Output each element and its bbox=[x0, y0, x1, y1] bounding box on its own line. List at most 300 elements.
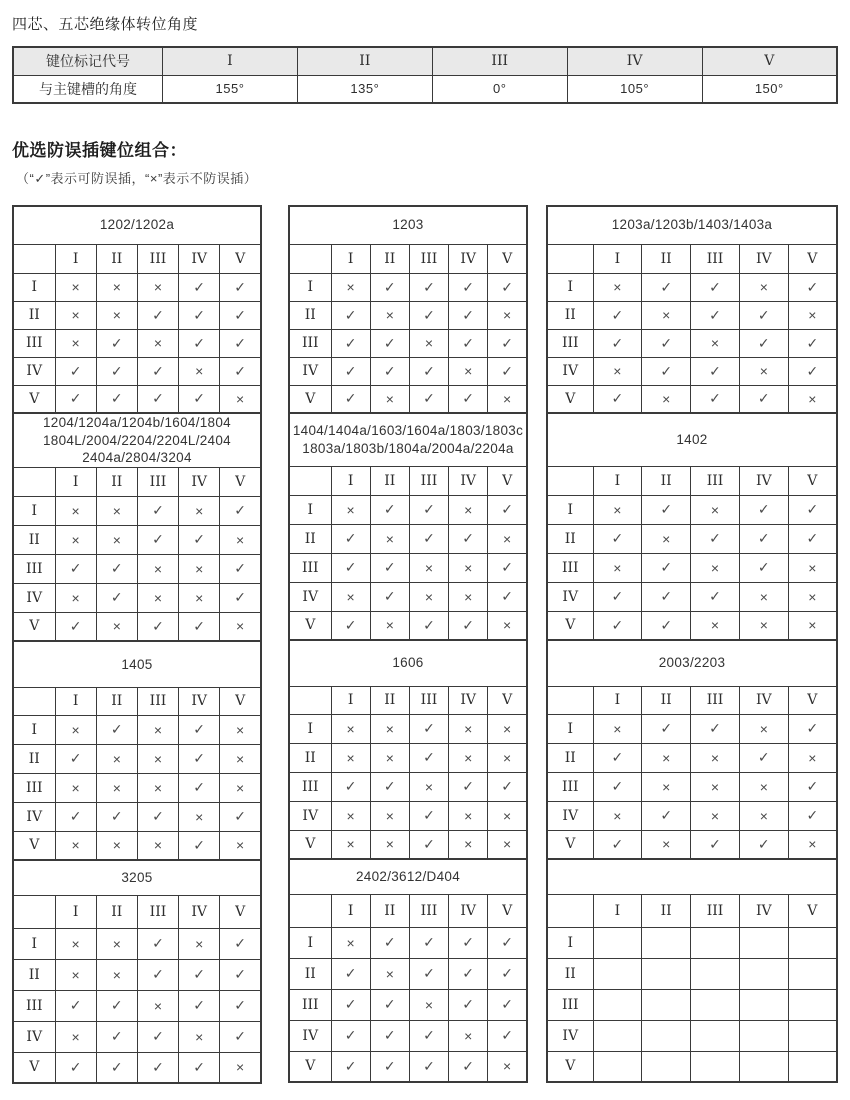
matrix-row-header: V bbox=[13, 1052, 55, 1083]
matrix-table-title bbox=[13, 206, 261, 244]
cross-cell: × bbox=[96, 928, 137, 959]
check-cell: ✓ bbox=[96, 1021, 137, 1052]
matrix-table-title-line: 1803a/1803b/1804a/2004a/2204a bbox=[302, 440, 514, 456]
cross-cell: × bbox=[96, 831, 137, 860]
matrix-col-header: II bbox=[96, 895, 137, 928]
matrix-col-header: IV bbox=[179, 687, 220, 715]
cross-cell: × bbox=[96, 959, 137, 990]
check-cell: ✓ bbox=[179, 273, 220, 301]
matrix-row-header: V bbox=[289, 830, 331, 859]
check-cell: ✓ bbox=[593, 772, 642, 801]
matrix-col-header: I bbox=[55, 244, 96, 273]
matrix-col-header: III bbox=[409, 466, 448, 495]
matrix-table-title bbox=[13, 641, 261, 687]
cross-cell: × bbox=[179, 554, 220, 583]
matrix-col-header: II bbox=[370, 894, 409, 927]
matrix-row-header: II bbox=[289, 743, 331, 772]
matrix-col-header: IV bbox=[739, 466, 788, 495]
check-cell: ✓ bbox=[370, 1051, 409, 1082]
matrix-table-title-line: 1804L/2004/2204/2204L/2404 bbox=[43, 432, 231, 448]
check-cell: ✓ bbox=[220, 990, 261, 1021]
matrix-row bbox=[289, 582, 527, 611]
check-cell: ✓ bbox=[96, 385, 137, 413]
cross-cell: × bbox=[220, 773, 261, 802]
cross-cell: × bbox=[96, 744, 137, 773]
check-cell: ✓ bbox=[488, 989, 527, 1020]
matrix-table-title-line: 1203 bbox=[392, 217, 424, 233]
empty-cell bbox=[642, 1051, 691, 1082]
angle-value-5: 150° bbox=[702, 75, 837, 103]
check-cell: ✓ bbox=[220, 357, 261, 385]
cross-cell: × bbox=[55, 773, 96, 802]
matrix-table-title-line: 2402/3612/D404 bbox=[355, 868, 461, 884]
matrix-row bbox=[13, 273, 261, 301]
check-cell: ✓ bbox=[788, 329, 837, 357]
cross-cell: × bbox=[488, 1051, 527, 1082]
matrix-col-header: IV bbox=[449, 686, 488, 714]
matrix-row-header: II bbox=[289, 958, 331, 989]
cross-cell: × bbox=[449, 801, 488, 830]
matrix-row bbox=[547, 743, 837, 772]
matrix-row-header: I bbox=[547, 495, 593, 524]
matrix-table-1203 bbox=[288, 205, 528, 414]
check-cell: ✓ bbox=[691, 357, 740, 385]
cross-cell: × bbox=[55, 583, 96, 612]
check-cell: ✓ bbox=[449, 385, 488, 413]
matrix-table-title bbox=[547, 859, 837, 894]
matrix-row-header: III bbox=[547, 989, 593, 1020]
empty-cell bbox=[691, 989, 740, 1020]
matrix-col-header: V bbox=[488, 686, 527, 714]
matrix-corner-cell bbox=[289, 244, 331, 273]
matrix-row bbox=[547, 989, 837, 1020]
check-cell: ✓ bbox=[593, 611, 642, 640]
angle-table-header-row bbox=[13, 47, 837, 75]
empty-cell bbox=[593, 989, 642, 1020]
check-cell: ✓ bbox=[55, 990, 96, 1021]
matrix-row-header: I bbox=[289, 273, 331, 301]
matrix-row bbox=[289, 801, 527, 830]
matrix-row bbox=[547, 301, 837, 329]
matrix-row bbox=[13, 744, 261, 773]
matrix-table-1404/1404a/1603/1604a/1803/1803c bbox=[288, 412, 528, 641]
matrix-row bbox=[289, 989, 527, 1020]
empty-cell bbox=[642, 989, 691, 1020]
cross-cell: × bbox=[179, 496, 220, 525]
cross-cell: × bbox=[331, 495, 370, 524]
check-cell: ✓ bbox=[96, 357, 137, 385]
check-cell: ✓ bbox=[593, 582, 642, 611]
matrix-table-title bbox=[289, 859, 527, 894]
cross-cell: × bbox=[55, 329, 96, 357]
check-cell: ✓ bbox=[691, 385, 740, 413]
check-cell: ✓ bbox=[788, 524, 837, 553]
cross-cell: × bbox=[788, 553, 837, 582]
check-cell: ✓ bbox=[449, 927, 488, 958]
check-cell: ✓ bbox=[55, 744, 96, 773]
check-cell: ✓ bbox=[409, 714, 448, 743]
cross-cell: × bbox=[96, 273, 137, 301]
empty-cell bbox=[788, 958, 837, 989]
matrix-col-header: III bbox=[691, 894, 740, 927]
check-cell: ✓ bbox=[642, 582, 691, 611]
check-cell: ✓ bbox=[488, 1020, 527, 1051]
empty-cell bbox=[642, 1020, 691, 1051]
matrix-row bbox=[547, 1051, 837, 1082]
cross-cell: × bbox=[137, 990, 178, 1021]
check-cell: ✓ bbox=[488, 495, 527, 524]
matrix-col-header: III bbox=[137, 467, 178, 496]
cross-cell: × bbox=[739, 273, 788, 301]
matrix-table-title-line: 1203a/1203b/1403/1403a bbox=[611, 217, 773, 233]
matrix-row bbox=[289, 553, 527, 582]
cross-cell: × bbox=[331, 927, 370, 958]
check-cell: ✓ bbox=[409, 301, 448, 329]
cross-cell: × bbox=[137, 744, 178, 773]
matrix-row bbox=[547, 357, 837, 385]
matrix-row-header: V bbox=[13, 385, 55, 413]
cross-cell: × bbox=[409, 329, 448, 357]
matrix-table-title bbox=[547, 206, 837, 244]
check-cell: ✓ bbox=[788, 801, 837, 830]
matrix-corner-cell bbox=[289, 466, 331, 495]
cross-cell: × bbox=[179, 1021, 220, 1052]
check-cell: ✓ bbox=[691, 582, 740, 611]
matrix-table-title-line: 2404a/2804/3204 bbox=[82, 450, 192, 466]
matrix-row-header: IV bbox=[13, 357, 55, 385]
matrix-row-header: I bbox=[547, 927, 593, 958]
check-cell: ✓ bbox=[220, 583, 261, 612]
matrix-corner-cell bbox=[289, 686, 331, 714]
cross-cell: × bbox=[593, 495, 642, 524]
matrix-row-header: IV bbox=[547, 1020, 593, 1051]
matrix-col-header: II bbox=[642, 244, 691, 273]
cross-cell: × bbox=[137, 583, 178, 612]
check-cell: ✓ bbox=[691, 714, 740, 743]
matrix-row-header: V bbox=[289, 385, 331, 413]
matrix-row bbox=[547, 927, 837, 958]
cross-cell: × bbox=[488, 830, 527, 859]
matrix-row-header: I bbox=[289, 927, 331, 958]
matrix-row bbox=[547, 611, 837, 640]
cross-cell: × bbox=[642, 830, 691, 859]
matrix-table-title-line: 2003/2203 bbox=[658, 655, 726, 671]
matrix-row bbox=[547, 582, 837, 611]
cross-cell: × bbox=[488, 714, 527, 743]
empty-cell bbox=[739, 989, 788, 1020]
check-cell: ✓ bbox=[449, 611, 488, 640]
matrix-col-header: V bbox=[788, 894, 837, 927]
matrix-col-header: IV bbox=[449, 894, 488, 927]
cross-cell: × bbox=[179, 802, 220, 831]
check-cell: ✓ bbox=[449, 524, 488, 553]
check-cell: ✓ bbox=[55, 357, 96, 385]
matrix-row bbox=[547, 385, 837, 413]
angle-value-4: 105° bbox=[567, 75, 702, 103]
matrix-col-header: V bbox=[788, 466, 837, 495]
check-cell: ✓ bbox=[137, 357, 178, 385]
matrix-row bbox=[547, 830, 837, 859]
matrix-table-title-line: 3205 bbox=[121, 870, 153, 886]
check-cell: ✓ bbox=[739, 743, 788, 772]
matrix-row bbox=[547, 772, 837, 801]
matrix-row-header: I bbox=[289, 495, 331, 524]
matrix-corner-cell bbox=[13, 467, 55, 496]
cross-cell: × bbox=[691, 611, 740, 640]
empty-cell bbox=[739, 1020, 788, 1051]
check-cell: ✓ bbox=[488, 772, 527, 801]
check-cell: ✓ bbox=[409, 958, 448, 989]
empty-cell bbox=[788, 1020, 837, 1051]
matrix-col-header: III bbox=[137, 687, 178, 715]
check-cell: ✓ bbox=[593, 329, 642, 357]
cross-cell: × bbox=[788, 385, 837, 413]
check-cell: ✓ bbox=[488, 357, 527, 385]
check-cell: ✓ bbox=[137, 612, 178, 641]
matrix-table-title-line: 1402 bbox=[676, 431, 708, 447]
check-cell: ✓ bbox=[370, 273, 409, 301]
matrix-column-group-3 bbox=[546, 205, 838, 1083]
cross-cell: × bbox=[449, 830, 488, 859]
matrix-col-header: V bbox=[220, 467, 261, 496]
check-cell: ✓ bbox=[488, 927, 527, 958]
matrix-col-header: IV bbox=[739, 686, 788, 714]
matrix-row bbox=[289, 958, 527, 989]
matrix-row-header: V bbox=[547, 1051, 593, 1082]
matrix-corner-cell bbox=[13, 687, 55, 715]
angle-col-header-5: V bbox=[702, 47, 837, 75]
empty-cell bbox=[691, 1020, 740, 1051]
cross-cell: × bbox=[370, 385, 409, 413]
cross-cell: × bbox=[488, 611, 527, 640]
check-cell: ✓ bbox=[220, 554, 261, 583]
matrix-col-header: I bbox=[55, 895, 96, 928]
angle-value-2: 135° bbox=[297, 75, 432, 103]
cross-cell: × bbox=[739, 611, 788, 640]
matrix-row-header: III bbox=[289, 329, 331, 357]
cross-cell: × bbox=[55, 1021, 96, 1052]
matrix-row-header: III bbox=[547, 772, 593, 801]
check-cell: ✓ bbox=[331, 329, 370, 357]
cross-cell: × bbox=[137, 715, 178, 744]
cross-cell: × bbox=[739, 801, 788, 830]
check-cell: ✓ bbox=[642, 611, 691, 640]
cross-cell: × bbox=[370, 958, 409, 989]
matrix-row-header: IV bbox=[289, 1020, 331, 1051]
check-cell: ✓ bbox=[331, 958, 370, 989]
cross-cell: × bbox=[137, 273, 178, 301]
check-cell: ✓ bbox=[449, 989, 488, 1020]
check-cell: ✓ bbox=[179, 385, 220, 413]
cross-cell: × bbox=[739, 714, 788, 743]
matrix-row bbox=[547, 714, 837, 743]
matrix-row-header: I bbox=[13, 496, 55, 525]
cross-cell: × bbox=[55, 496, 96, 525]
angle-value-1: 155° bbox=[163, 75, 298, 103]
matrix-row-header: III bbox=[289, 989, 331, 1020]
check-cell: ✓ bbox=[331, 301, 370, 329]
cross-cell: × bbox=[331, 801, 370, 830]
check-cell: ✓ bbox=[179, 715, 220, 744]
matrix-col-header: V bbox=[788, 686, 837, 714]
cross-cell: × bbox=[55, 715, 96, 744]
cross-cell: × bbox=[788, 743, 837, 772]
angle-table bbox=[12, 46, 838, 104]
matrix-col-header: IV bbox=[179, 895, 220, 928]
cross-cell: × bbox=[449, 357, 488, 385]
matrix-col-header: II bbox=[642, 466, 691, 495]
check-cell: ✓ bbox=[96, 990, 137, 1021]
matrix-table-title bbox=[13, 860, 261, 895]
check-cell: ✓ bbox=[788, 495, 837, 524]
matrix-row-header: V bbox=[547, 611, 593, 640]
check-cell: ✓ bbox=[331, 611, 370, 640]
angle-col-header-3: III bbox=[432, 47, 567, 75]
angle-col-header-1: I bbox=[163, 47, 298, 75]
matrix-table-3205 bbox=[12, 859, 262, 1084]
cross-cell: × bbox=[788, 830, 837, 859]
check-cell: ✓ bbox=[137, 1052, 178, 1083]
check-cell: ✓ bbox=[220, 959, 261, 990]
cross-cell: × bbox=[739, 772, 788, 801]
matrix-row bbox=[547, 1020, 837, 1051]
angle-col-header-4: IV bbox=[567, 47, 702, 75]
cross-cell: × bbox=[55, 525, 96, 554]
cross-cell: × bbox=[788, 301, 837, 329]
matrix-col-header: V bbox=[788, 244, 837, 273]
check-cell: ✓ bbox=[409, 801, 448, 830]
matrix-col-header: V bbox=[488, 244, 527, 273]
cross-cell: × bbox=[409, 553, 448, 582]
matrix-area bbox=[12, 205, 838, 1084]
matrix-row bbox=[13, 1021, 261, 1052]
matrix-row-header: IV bbox=[13, 802, 55, 831]
check-cell: ✓ bbox=[642, 553, 691, 582]
matrix-row-header: IV bbox=[13, 1021, 55, 1052]
matrix-row bbox=[289, 1020, 527, 1051]
check-cell: ✓ bbox=[642, 714, 691, 743]
check-cell: ✓ bbox=[220, 928, 261, 959]
cross-cell: × bbox=[55, 273, 96, 301]
empty-cell bbox=[593, 927, 642, 958]
matrix-row bbox=[289, 329, 527, 357]
cross-cell: × bbox=[370, 524, 409, 553]
check-cell: ✓ bbox=[179, 959, 220, 990]
matrix-row bbox=[13, 802, 261, 831]
cross-cell: × bbox=[691, 329, 740, 357]
check-cell: ✓ bbox=[220, 802, 261, 831]
check-cell: ✓ bbox=[55, 1052, 96, 1083]
matrix-table-1606 bbox=[288, 639, 528, 860]
empty-cell bbox=[593, 1020, 642, 1051]
check-cell: ✓ bbox=[137, 959, 178, 990]
check-cell: ✓ bbox=[331, 524, 370, 553]
check-cell: ✓ bbox=[488, 958, 527, 989]
matrix-row-header: I bbox=[13, 273, 55, 301]
matrix-row-header: II bbox=[13, 744, 55, 773]
check-cell: ✓ bbox=[449, 772, 488, 801]
matrix-row-header: II bbox=[547, 958, 593, 989]
matrix-row-header: V bbox=[289, 1051, 331, 1082]
check-cell: ✓ bbox=[220, 329, 261, 357]
empty-cell bbox=[642, 927, 691, 958]
matrix-row bbox=[289, 714, 527, 743]
matrix-row bbox=[547, 958, 837, 989]
matrix-table-1402 bbox=[546, 412, 838, 641]
matrix-row bbox=[547, 801, 837, 830]
check-cell: ✓ bbox=[179, 990, 220, 1021]
matrix-row bbox=[13, 928, 261, 959]
cross-cell: × bbox=[593, 553, 642, 582]
check-cell: ✓ bbox=[593, 830, 642, 859]
matrix-row-header: II bbox=[289, 524, 331, 553]
check-cell: ✓ bbox=[96, 554, 137, 583]
cross-cell: × bbox=[409, 772, 448, 801]
matrix-col-header: I bbox=[331, 244, 370, 273]
cross-cell: × bbox=[179, 928, 220, 959]
matrix-col-header: III bbox=[691, 244, 740, 273]
matrix-row bbox=[547, 524, 837, 553]
check-cell: ✓ bbox=[593, 385, 642, 413]
check-cell: ✓ bbox=[55, 802, 96, 831]
check-cell: ✓ bbox=[179, 1052, 220, 1083]
check-cell: ✓ bbox=[691, 273, 740, 301]
matrix-row bbox=[289, 1051, 527, 1082]
matrix-table-title bbox=[13, 413, 261, 467]
matrix-row-header: I bbox=[547, 714, 593, 743]
matrix-row-header: IV bbox=[547, 357, 593, 385]
check-cell: ✓ bbox=[331, 553, 370, 582]
cross-cell: × bbox=[488, 524, 527, 553]
matrix-row-header: II bbox=[547, 301, 593, 329]
matrix-table-title-line: 1404/1404a/1603/1604a/1803/1803c bbox=[292, 423, 524, 439]
matrix-col-header: III bbox=[137, 244, 178, 273]
matrix-row bbox=[13, 301, 261, 329]
matrix-row bbox=[13, 357, 261, 385]
matrix-table-blank bbox=[546, 858, 838, 1083]
angle-table-value-row bbox=[13, 75, 837, 103]
check-cell: ✓ bbox=[331, 989, 370, 1020]
matrix-row-header: V bbox=[13, 612, 55, 641]
matrix-row bbox=[289, 495, 527, 524]
check-cell: ✓ bbox=[179, 329, 220, 357]
check-cell: ✓ bbox=[331, 385, 370, 413]
matrix-row-header: IV bbox=[289, 357, 331, 385]
matrix-col-header: IV bbox=[449, 466, 488, 495]
check-cell: ✓ bbox=[96, 1052, 137, 1083]
matrix-row-header: III bbox=[13, 554, 55, 583]
matrix-row-header: IV bbox=[289, 582, 331, 611]
empty-cell bbox=[593, 958, 642, 989]
matrix-col-header: V bbox=[488, 466, 527, 495]
matrix-col-header: I bbox=[593, 894, 642, 927]
empty-cell bbox=[788, 1051, 837, 1082]
cross-cell: × bbox=[96, 525, 137, 554]
check-cell: ✓ bbox=[409, 357, 448, 385]
check-cell: ✓ bbox=[331, 1051, 370, 1082]
cross-cell: × bbox=[488, 385, 527, 413]
matrix-row bbox=[289, 524, 527, 553]
empty-cell bbox=[691, 1051, 740, 1082]
check-cell: ✓ bbox=[409, 611, 448, 640]
check-cell: ✓ bbox=[370, 927, 409, 958]
matrix-row-header: III bbox=[13, 990, 55, 1021]
matrix-table-title-line: 1405 bbox=[121, 656, 153, 672]
cross-cell: × bbox=[642, 301, 691, 329]
matrix-col-header: IV bbox=[449, 244, 488, 273]
matrix-col-header: II bbox=[370, 244, 409, 273]
cross-cell: × bbox=[593, 357, 642, 385]
